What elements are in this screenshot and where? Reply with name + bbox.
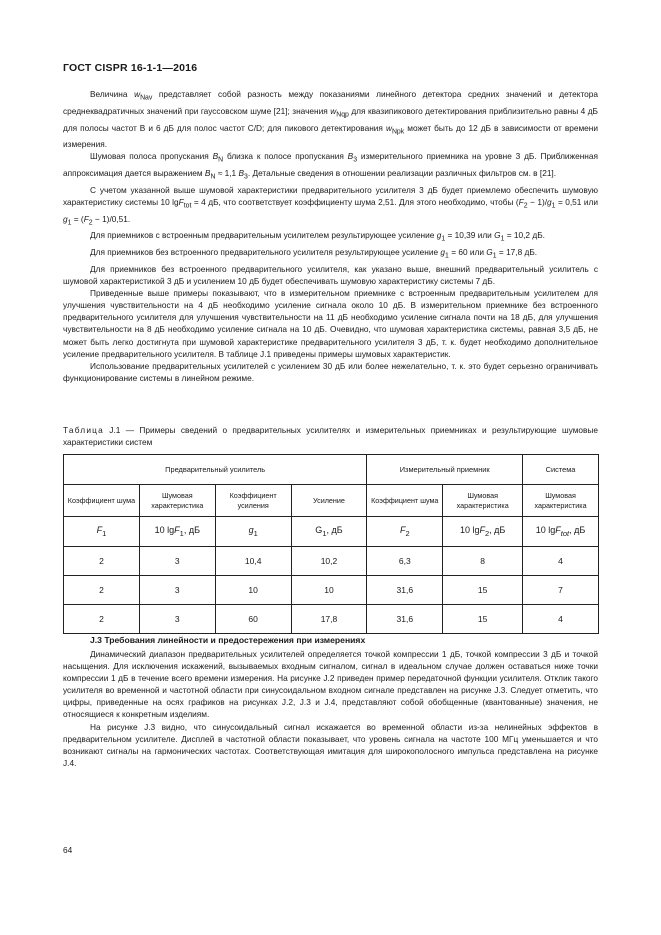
paragraph: На рисунке J.3 видно, что синусоидальный сигнал искажается во временной области из-за нелинейных эффектов в предварительном усилителе. Дисплей в частотной области показывает, что уровень сигнала на частоте 100 МГц уменьшается и что возникают сигналы на гармонических частотах. Соответствующая имитация для широкополосного импульса представлена на рисунке J.4. xyxy=(63,721,598,768)
body-text-bottom xyxy=(63,648,598,769)
column-header: Коэффициент усиления xyxy=(215,485,291,517)
paragraph: С учетом указанной выше шумовой характеристики предварительного усилителя 3 дБ будет приемлемо обеспечить шумовую характеристику системы 10 lgF$_{tot}$ = 4 дБ, что соответствует коэффициенту шума 2,51. Для этого необходимо, чтобы $(F_2 - 1)/g_1 = 0,51$ или $g_1 = (F_2 - 1)/0,51$. xyxy=(63,184,598,227)
table-caption xyxy=(63,424,598,448)
group-header-receiver: Измерительный приемник xyxy=(367,455,523,485)
table-cell: 4 xyxy=(523,547,599,576)
table-cell: 7 xyxy=(523,576,599,605)
symbol-cell: 10 lgF$_{tot}$, дБ xyxy=(523,517,599,547)
symbol-cell: $F_2$ xyxy=(367,517,443,547)
symbol-cell: 10 lgF$_2$, дБ xyxy=(443,517,523,547)
table-cell: 2 xyxy=(64,547,140,576)
table-cell: 15 xyxy=(443,605,523,634)
paragraph: Для приемников без встроенного предварительного усилителя, как указано выше, внешний предварительный усилитель с шумовой характеристикой 3 дБ и усилением 10 дБ будет обеспечивать шумовую характеристику системы 7 дБ. xyxy=(63,263,598,287)
table-cell: 17,8 xyxy=(291,605,367,634)
table-cell: 6,3 xyxy=(367,547,443,576)
table-cell: 10 xyxy=(291,576,367,605)
group-header-preamp: Предварительный усилитель xyxy=(64,455,367,485)
section-title: J.3 Требования линейности и предостережения при измерениях xyxy=(90,635,366,645)
document-header: ГОСТ CISPR 16-1-1—2016 xyxy=(63,62,198,74)
table-row xyxy=(64,605,599,634)
paragraph: Для приемников с встроенным предварительным усилителем результирующее усиление $g_1 = 10,39$ или $G_1 = 10,2$ дБ. xyxy=(90,230,545,244)
table-cell: 2 xyxy=(64,576,140,605)
body-text-top xyxy=(63,88,598,384)
table-cell: 3 xyxy=(139,576,215,605)
page-number: 64 xyxy=(63,845,73,855)
paragraph: Для приемников без встроенного предварительного усилителя результирующее усиление $g_1 = 60$ или $G_1 = 17,8$ дБ. xyxy=(90,247,538,260)
symbol-cell: $G_1$, дБ xyxy=(291,517,367,547)
table-row xyxy=(64,547,599,576)
column-header: Шумовая характеристика xyxy=(139,485,215,517)
symbol-cell: $F_1$ xyxy=(64,517,140,547)
column-header: Коэффициент шума xyxy=(367,485,443,517)
column-header: Шумовая характеристика xyxy=(443,485,523,517)
table-caption-text: J.1 — Примеры сведений о предварительных усилителях и измерительных приемниках и результирующие шумовые характеристики систем xyxy=(63,425,598,448)
table-cell: 10,2 xyxy=(291,547,367,576)
paragraph: Использование предварительных усилителей с усилением 30 дБ или более нежелательно, т. к. это будет серьезно ограничивать функционирование системы в линейном режиме. xyxy=(63,360,598,383)
table-cell: 31,6 xyxy=(367,605,443,634)
column-header: Коэффициент шума xyxy=(64,485,140,517)
table-cell: 10,4 xyxy=(215,547,291,576)
table-cell: 31,6 xyxy=(367,576,443,605)
table-cell: 10 xyxy=(215,576,291,605)
paragraph: Величина $w_{Nav}$ представляет собой разность между показаниями линейного детектора средних значений и детектора среднеквадратичных значений при гауссовском шуме [21]; значения $w_{Nqp}$ для квазипикового детектирования приблизительно равны 4 дБ для полосы частот B и 6 дБ для полос частот C/D; для пикового детектирования $w_{Npk}$ может быть до 12 дБ в зависимости от времени измерения. xyxy=(63,89,599,150)
table-cell: 2 xyxy=(64,605,140,634)
column-header: Усиление xyxy=(291,485,367,517)
table-cell: 60 xyxy=(215,605,291,634)
table-caption-label: Таблица xyxy=(63,425,104,435)
table-cell: 15 xyxy=(443,576,523,605)
paragraph: Динамический диапазон предварительных усилителей определяется точкой компрессии 1 дБ, точкой компрессии 3 дБ и точкой насыщения. Для исключения искажений, вызываемых входным сигналом, сигнал в идеальном случае должен оставаться ниже точки компрессии 1 дБ в течение всего времени измерения. На рисунке J.2 приведен пример передаточной функции усилителя. Отклик такого усилителя во временной и частотной области при синусоидальном входном сигнале представлен на рисунке J.3. Следует отметить, что цифры, приведенные на осях графиков на рисунках J.2, J.3 и J.4, представляют собой обобщенные (квантованные) значения, не относящиеся к конкретным изделиям. xyxy=(63,649,598,720)
table-cell: 8 xyxy=(443,547,523,576)
symbol-cell: $g_1$ xyxy=(215,517,291,547)
group-header-system: Система xyxy=(523,455,599,485)
table-cell: 3 xyxy=(139,605,215,634)
column-header: Шумовая характеристика xyxy=(523,485,599,517)
noise-table xyxy=(63,454,599,634)
paragraph: Шумовая полоса пропускания $B_N$ близка к полосе пропускания $B_3$ измерительного приемника на уровне 3 дБ. Приближенная аппроксимация дается выражением $B_N \approx 1,1$ $B_3$. Детальные сведения в отношении реализации различных фильтров см. в [21]. xyxy=(63,151,598,181)
symbol-cell: 10 lgF$_1$, дБ xyxy=(139,517,215,547)
paragraph: Приведенные выше примеры показывают, что в измерительном приемнике с встроенным предварительным усилителем для улучшения чувствительности на 4 дБ необходимо усиление сигнала около 10 дБ. В измерительном приемнике без встроенного предварительного усилителя для улучшения чувствительности на 11 дБ необходимо усиление сигнала почти на 18 дБ, для улучшения чувствительности на 8 дБ необходимо усиление сигнала на 10 дБ. Очевидно, что шумовая характеристика системы, равная 3,5 дБ, не может быть легко достигнута при шумовой характеристике предварительного усилителя 3 дБ, т. к. будет необходимо дополнительное усиление предварительного усилителя. В таблице J.1 приведены примеры шумовых характеристик. xyxy=(63,288,598,359)
table-cell: 4 xyxy=(523,605,599,634)
table-cell: 3 xyxy=(139,547,215,576)
table-row xyxy=(64,576,599,605)
